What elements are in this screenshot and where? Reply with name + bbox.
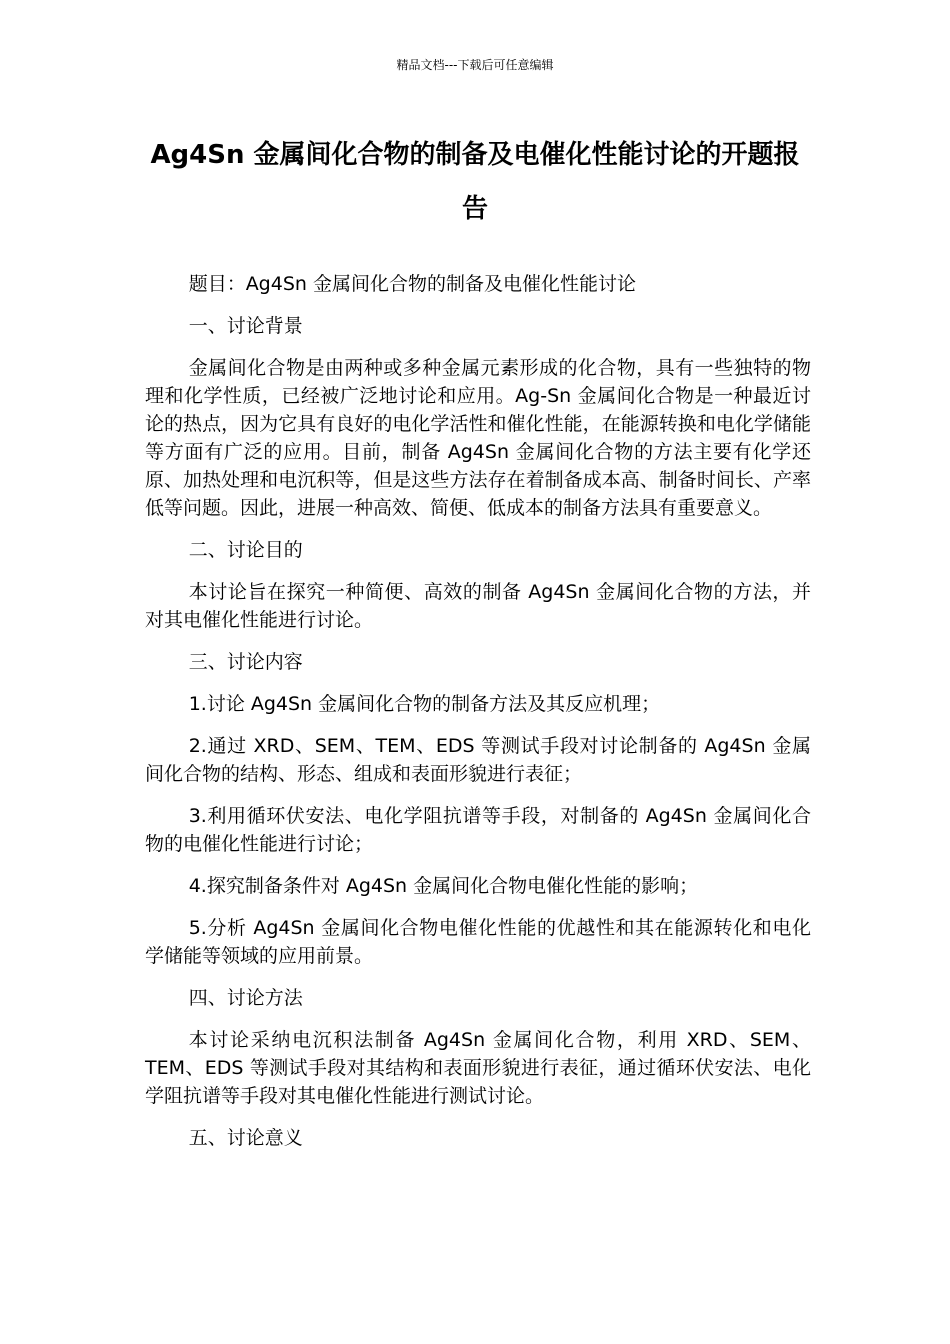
section-heading-purpose: 二、讨论目的 [188,539,303,561]
content-list-item: 4.探究制备条件对 Ag4Sn 金属间化合物电催化性能的影响； [188,875,699,897]
topic-line: 题目：Ag4Sn 金属间化合物的制备及电催化性能讨论 [188,273,636,295]
content-list-item: 3.利用循环伏安法、电化学阻抗谱等手段，对制备的 Ag4Sn 金属间化合物的电催化性能进行讨论； [145,805,811,855]
background-paragraph: 金属间化合物是由两种或多种金属元素形成的化合物，具有一些独特的物理和化学性质，已经被广泛地讨论和应用。Ag-Sn 金属间化合物是一种最近讨论的热点，因为它具有良好的电化学活性和催化性能，在能源转换和电化学储能等方面有广泛的应用。目前，制备 Ag4Sn 金属间化合物的方法主要有化学还原、加热处理和电沉积等，但是这些方法存在着制备成本高、制备时间长、产率低等问题。因此，进展一种高效、简便、低成本的制备方法具有重要意义。 [145,357,811,519]
content-list-item: 1.讨论 Ag4Sn 金属间化合物的制备方法及其反应机理； [188,693,661,715]
page-header: 精品文档---下载后可任意编辑 [396,58,554,72]
content-list-item: 5.分析 Ag4Sn 金属间化合物电催化性能的优越性和其在能源转化和电化学储能等领域的应用前景。 [145,917,811,967]
section-heading-significance: 五、讨论意义 [188,1127,303,1149]
content-list-item: 2.通过 XRD、SEM、TEM、EDS 等测试手段对讨论制备的 Ag4Sn 金属间化合物的结构、形态、组成和表面形貌进行表征； [145,735,811,785]
document-title: Ag4Sn 金属间化合物的制备及电催化性能讨论的开题报告 [150,140,800,224]
section-heading-background: 一、讨论背景 [188,315,303,337]
document-body [145,270,811,1166]
purpose-paragraph: 本讨论旨在探究一种简便、高效的制备 Ag4Sn 金属间化合物的方法，并对其电催化性能进行讨论。 [145,581,811,631]
section-heading-content: 三、讨论内容 [188,651,303,673]
method-paragraph: 本讨论采纳电沉积法制备 Ag4Sn 金属间化合物，利用 XRD、SEM、TEM、EDS 等测试手段对其结构和表面形貌进行表征，通过循环伏安法、电化学阻抗谱等手段对其电催化性能进行测试讨论。 [145,1029,811,1107]
section-heading-method: 四、讨论方法 [188,987,303,1009]
